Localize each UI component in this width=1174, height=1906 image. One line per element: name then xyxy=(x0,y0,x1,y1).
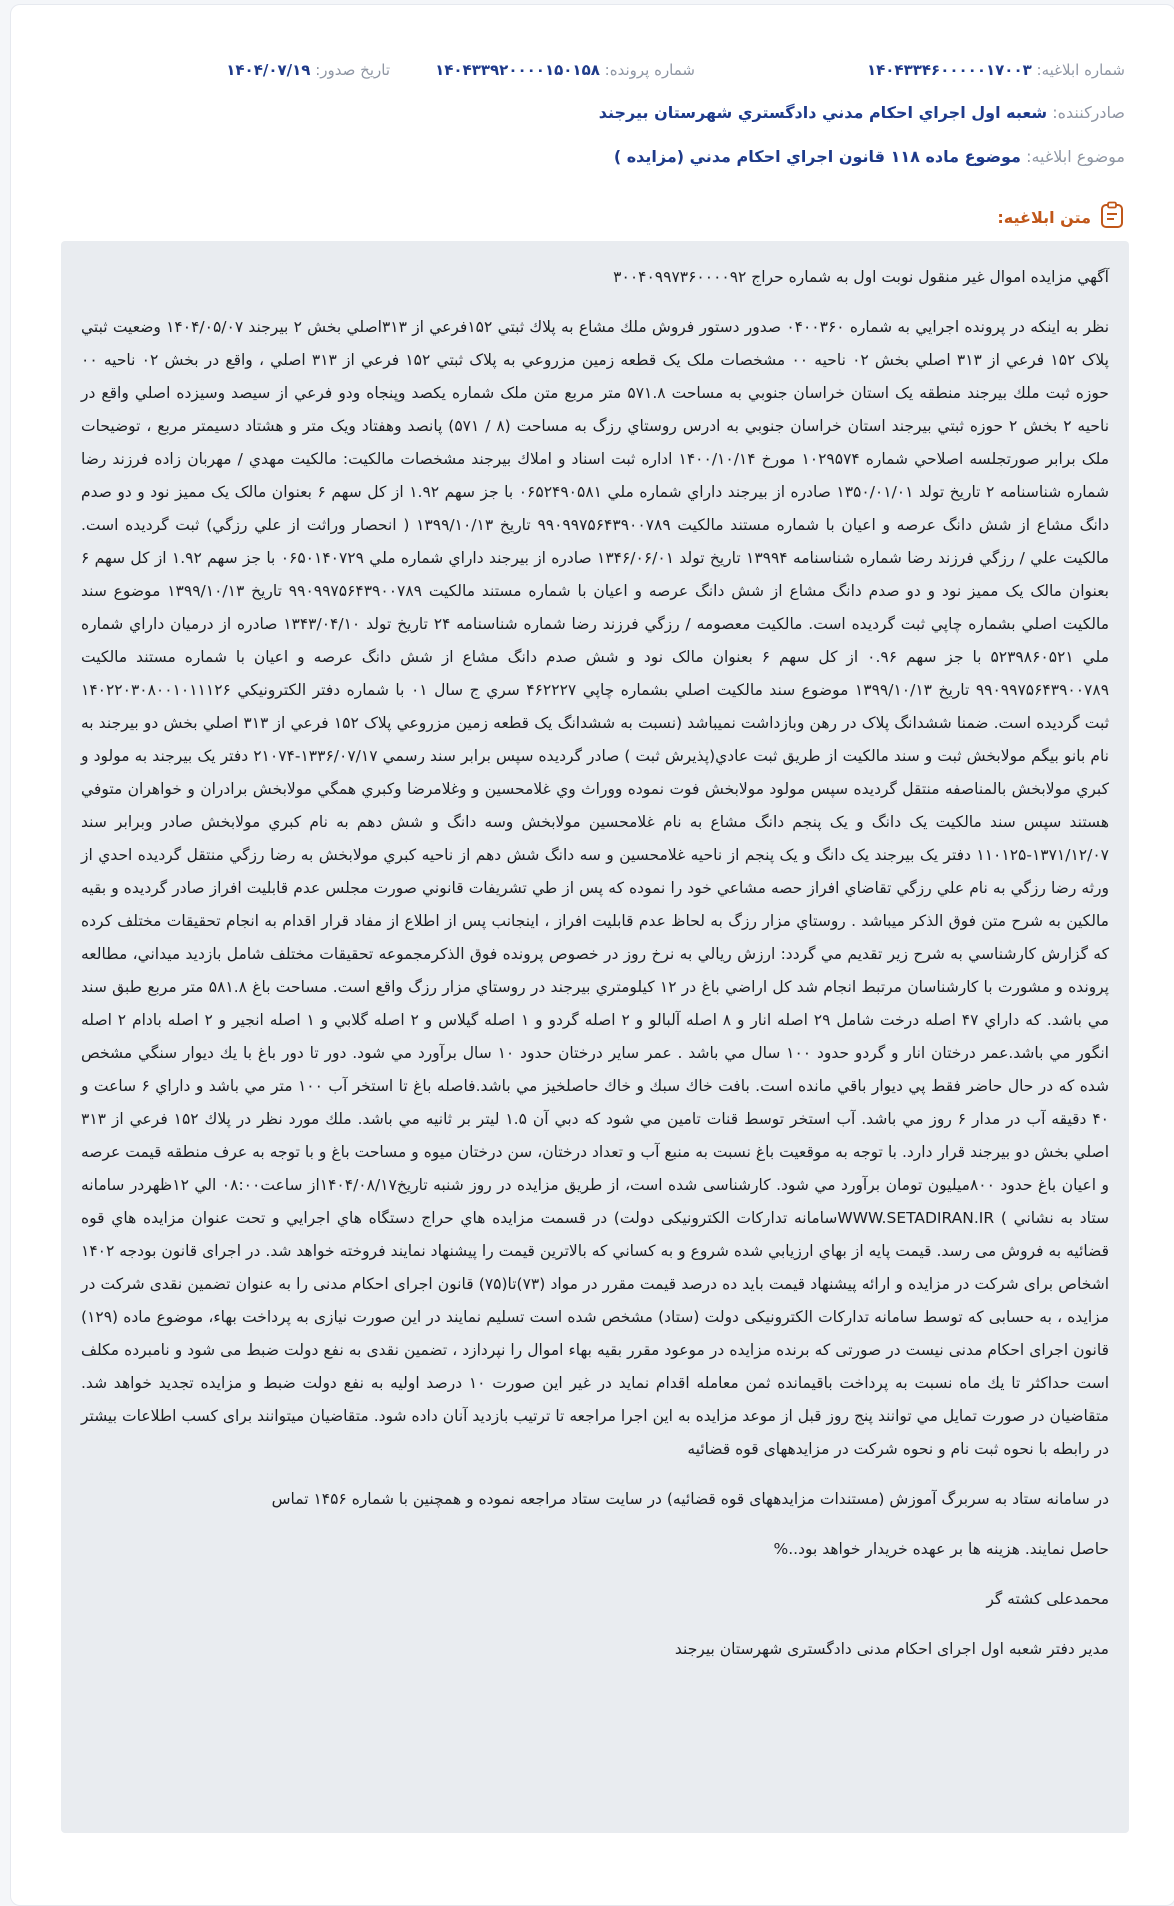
notice-body: نظر به اينكه در پرونده اجرايي به شماره ۰۴۰۰۳۶۰ صدور دستور فروش ملك مشاع به پلاك ثبتي ۱۵۲فرعي از ۳۱۳اصلي بخش ۲ بيرجند ۱۴۰۴/۰۵/۰۷ وضعيت ثبتي پلاک ۱۵۲ فرعي از ۳۱۳ اصلي بخش ۰۲ ناحيه ۰۰ مشخصات ملک يک قطعه زمين مزروعي به پلاک ثبتي ۱۵۲ فرعي از ۳۱۳ اصلي ، واقع در بخش ۰۲ ناحيه ۰۰ حوزه ثبت ملك بيرجند منطقه يک استان خراسان جنوبي به مساحت ۵۷۱.۸ متر مربع متن ملک شماره يکصد وپنجاه ودو فرعي از سيصد وسيزده اصلي واقع در ناحيه ۲ بخش ۲ حوزه ثبتي بيرجند استان خراسان جنوبي به ادرس روستاي رزگ به مساحت (۸ / ۵۷۱) پانصد وهفتاد ويک متر و هشتاد دسيمتر مربع ، توضيحات ملک برابر صورتجلسه اصلاحي شماره ۱۰۲۹۵۷۴ مورخ ۱۴۰۰/۱۰/۱۴ اداره ثبت اسناد و املاك بيرجند مشخصات مالكيت: مالکيت مهدي / مهربان زاده فرزند رضا شماره شناسنامه ۲ تاريخ تولد ۱۳۵۰/۰۱/۰۱ صادره از بيرجند داراي شماره ملي ۰۶۵۲۴۹۰۵۸۱ با جز سهم ۱.۹۲ از کل سهم ۶ بعنوان مالک يک مميز نود و دو صدم دانگ مشاع از شش دانگ عرصه و اعيان با شماره مستند مالکيت ۹۹۰۹۹۷۵۶۴۳۹۰۰۷۸۹ تاريخ ۱۳۹۹/۱۰/۱۳ ( انحصار وراثت از علي رزگي) ثبت گرديده است. مالکيت علي / رزگي فرزند رضا شماره شناسنامه ۱۳۹۹۴ تاريخ تولد ۱۳۴۶/۰۶/۰۱ صادره از بيرجند داراي شماره ملي ۰۶۵۰۱۴۰۷۲۹ با جز سهم ۱.۹۲ از کل سهم ۶ بعنوان مالک يک مميز نود و دو صدم دانگ مشاع از شش دانگ عرصه و اعيان با شماره مستند مالکيت ۹۹۰۹۹۷۵۶۴۳۹۰۰۷۸۹ تاريخ ۱۳۹۹/۱۰/۱۳ موضوع سند مالكيت اصلي بشماره چاپي ثبت گرديده است. مالکيت معصومه / رزگي فرزند رضا شماره شناسنامه ۲۴ تاريخ تولد ۱۳۴۳/۰۴/۱۰ صادره از درميان داراي شماره ملي ۵۲۳۹۸۶۰۵۲۱ با جز سهم ۰.۹۶ از کل سهم ۶ بعنوان مالک نود و شش صدم دانگ مشاع از شش دانگ عرصه و اعيان با شماره مستند مالکيت ۹۹۰۹۹۷۵۶۴۳۹۰۰۷۸۹ تاريخ ۱۳۹۹/۱۰/۱۳ موضوع سند مالكيت اصلي بشماره چاپي ۴۶۲۲۲۷ سري ج سال ۰۱ با شماره دفتر الكترونيكي ۱۴۰۲۲۰۳۰۸۰۰۱۰۱۱۱۲۶ ثبت گرديده است. ضمنا ششدانگ پلاک در رهن وبازداشت نميباشد (نسبت به ششدانگ يک قطعه زمين مزروعي پلاک ۱۵۲ فرعي از ۳۱۳ اصلي بخش دو بيرجند به نام بانو بيگم مولابخش ثبت و سند مالکيت از طريق ثبت عادي(پذيرش ثبت ) صادر گرديده سپس برابر سند رسمي ۱۳۳۶/۰۷/۱۷-۲۱۰۷۴ دفتر يک بيرجند به مولود و کبري مولابخش بالمناصفه منتقل گرديده سپس مولود مولابخش فوت نموده ووراث وي غلامحسين و وغلامرضا وکبري همگي مولابخش برادران و خواهران متوفي هستند سپس سند مالکيت يک دانگ و يک پنجم دانگ مشاع به نام غلامحسين مولابخش وسه دانگ و شش دهم به نام کبري مولابخش صادر وبرابر سند ۱۳۷۱/۱۲/۰۷-۱۱۰۱۲۵ دفتر يک بيرجند يک دانگ و يک پنجم از ناحيه غلامحسين و سه دانگ شش دهم از ناحيه کبري مولابخش به رضا رزگي منتقل گرديده احدي از ورثه رضا رزگي به نام علي رزگي تقاضاي افراز حصه مشاعي خود را نموده كه پس از طي تشريفات قانوني صورت مجلس عدم قابليت افراز صادر گرديده و بقيه مالکين به شرح متن فوق الذكر ميباشد . روستاي مزار رزگ به لحاظ عدم قابليت افراز ، اينجانب پس از اطلاع از مفاد قرار اقدام به انجام تحقيقات مختلف کرده که گزارش کارشناسي به شرح زير تقديم مي گردد: ارزش ريالي به نرخ روز در خصوص پرونده فوق الذكرمجموعه تحقيقات مختلف شامل بازديد ميداني، مطالعه پرونده و مشورت با کارشناسان مرتبط انجام شد کل اراضي باغ در ۱۲ کيلومتري بيرجند در روستاي مزار رزگ واقع است. مساحت باغ ۵۸۱.۸ متر مربع طبق سند مي باشد. که داراي ۴۷ اصله درخت شامل ۲۹ اصله انار و ۸ اصله آلبالو و ۲ اصله گردو و ۱ اصله گيلاس و ۲ اصله گلابي و ۱ اصله انجير و ۲ اصله بادام ۲ اصله انگور مي باشد.عمر درختان انار و گردو حدود ۱۰۰ سال مي باشد . عمر ساير درختان حدود ۱۰ سال برآورد مي شود. دور تا دور باغ با يك ديوار سنگي مشخص شده كه در حال حاضر فقط پي ديوار باقي مانده است. بافت خاك سبك و خاك حاصلخيز مي باشد.فاصله باغ تا استخر آب ۱۰۰ متر مي باشد و داراي ۶ ساعت و ۴۰ دقيقه آب در مدار ۶ روز مي باشد. آب استخر توسط قنات تامين مي شود كه دبي آن ۱.۵ ليتر بر ثانيه مي باشد. ملك مورد نظر در پلاك ۱۵۲ فرعي از ۳۱۳ اصلي بخش دو بيرجند قرار دارد. با توجه به موقعيت باغ نسبت به منبع آب و تعداد درختان، سن درختان ميوه و مساحت باغ و با توجه به عرف منطقه قيمت عرصه و اعيان باغ حدود ۸۰۰ميليون تومان برآورد مي شود. کارشناسی شده است، از طريق مزايده در روز شنبه تاريخ۱۴۰۴/۰۸/۱۷از ساعت۰۸:۰۰ الي ۱۲ظهردر سامانه ستاد به نشاني ) WWW.SETADIRAN.IRسامانه تداركات الكترونيكی دولت) در قسمت مزايده هاي حراج دستگاه هاي اجرايي و تحت عنوان مزايده هاي قوه قضائيه به فروش مى رسد. قيمت پايه از بهاي ارزيابي شده شروع و به كساني كه بالاترين قيمت را پيشنهاد نمايند فروخته خواهد شد. در اجرای قانون بودجه ۱۴۰۲ اشخاص برای شرکت در مزایده و ارائه پیشنهاد قیمت باید ده درصد قیمت مقرر در مواد (۷۳)تا(۷۵) قانون اجرای احکام مدنی را به عنوان تضمین نقدی شرکت در مزایده ، به حسابی که توسط سامانه تدارکات الکترونیکی دولت (ستاد) مشخص شده است تسلیم نمایند در این صورت نیازی به پرداخت بهاء، موضوع ماده (۱۲۹) قانون اجرای احکام مدنی نیست در صورتی که برنده مزایده در موعود مقرر بقیه بهاء اموال را نپردازد ، تضمین نقدی به نفع دولت ضبط می شود و نامبرده مکلف است حداكثر تا یك ماه نسبت به پرداخت باقیمانده ثمن معامله اقدام نماید در غیر این صورت ۱۰ درصد اولیه به نفع دولت ضبط و مزایده تجدید خواهد شد. متقاضيان در صورت تمايل مي توانند پنج روز قبل از موعد مزایده به این اجرا مراجعه تا ترتیب بازدید آنان داده شود. متقاضیان میتوانند برای کسب اطلاعات بیشتر در رابطه با نحوه ثبت نام و نحوه شرکت در مزایدههای قوه قضائیه xyxy=(81,318,1110,1458)
notice-text-heading xyxy=(997,201,1125,233)
notice-contact-line: در سامانه ستاد به سربرگ آموزش (مستندات مزایدههای قوه قضائیه) در سایت ستاد مراجعه نموده و همچنین با شماره ۱۴۵۶ تماس xyxy=(271,1490,1109,1508)
subject-value: موضوع ماده ۱۱۸ قانون اجراي احكام مدني (مزايده ) xyxy=(613,147,1021,166)
issue-date-label: تاریخ صدور: xyxy=(315,61,390,79)
case-number xyxy=(435,61,695,79)
notice-number-label: شماره ابلاغیه: xyxy=(1036,61,1125,79)
signer-name: محمدعلی کشته گر xyxy=(986,1590,1109,1608)
issue-date-value: ۱۴۰۴/۰۷/۱۹ xyxy=(226,61,311,79)
case-number-label: شماره پرونده: xyxy=(604,61,695,79)
signer-title: مدیر دفتر شعبه اول اجرای احکام مدنی دادگستری شهرستان بیرجند xyxy=(674,1640,1109,1658)
case-number-value: ۱۴۰۴۳۳۹۲۰۰۰۰۱۵۰۱۵۸ xyxy=(435,61,600,79)
notice-number-value: ۱۴۰۴۳۳۴۶۰۰۰۰۰۱۷۰۰۳ xyxy=(866,61,1032,79)
notice-meta-row xyxy=(51,61,1125,91)
notice-text-box xyxy=(61,241,1129,1833)
issuer-value: شعبه اول اجراي احكام مدني دادگستري شهرستان بيرجند xyxy=(598,103,1048,122)
issue-date xyxy=(226,61,390,79)
issuer-label: صادرکننده: xyxy=(1052,103,1125,122)
notice-cost-line: حاصل نمایند. هزینه ها بر عهده خریدار خواهد بود..% xyxy=(773,1540,1109,1558)
document-icon xyxy=(1099,201,1125,233)
notice-number xyxy=(867,61,1125,79)
subject xyxy=(614,147,1125,166)
subject-label: موضوع ابلاغیه: xyxy=(1026,147,1125,166)
issuer xyxy=(599,103,1125,122)
notice-card xyxy=(10,4,1174,1906)
notice-headline: آگهي مزايده اموال غير منقول نوبت اول به شماره حراج ۳۰۰۴۰۹۹۷۳۶۰۰۰۰۹۲ xyxy=(613,268,1109,286)
notice-text-title: متن ابلاغیه: xyxy=(997,207,1091,227)
